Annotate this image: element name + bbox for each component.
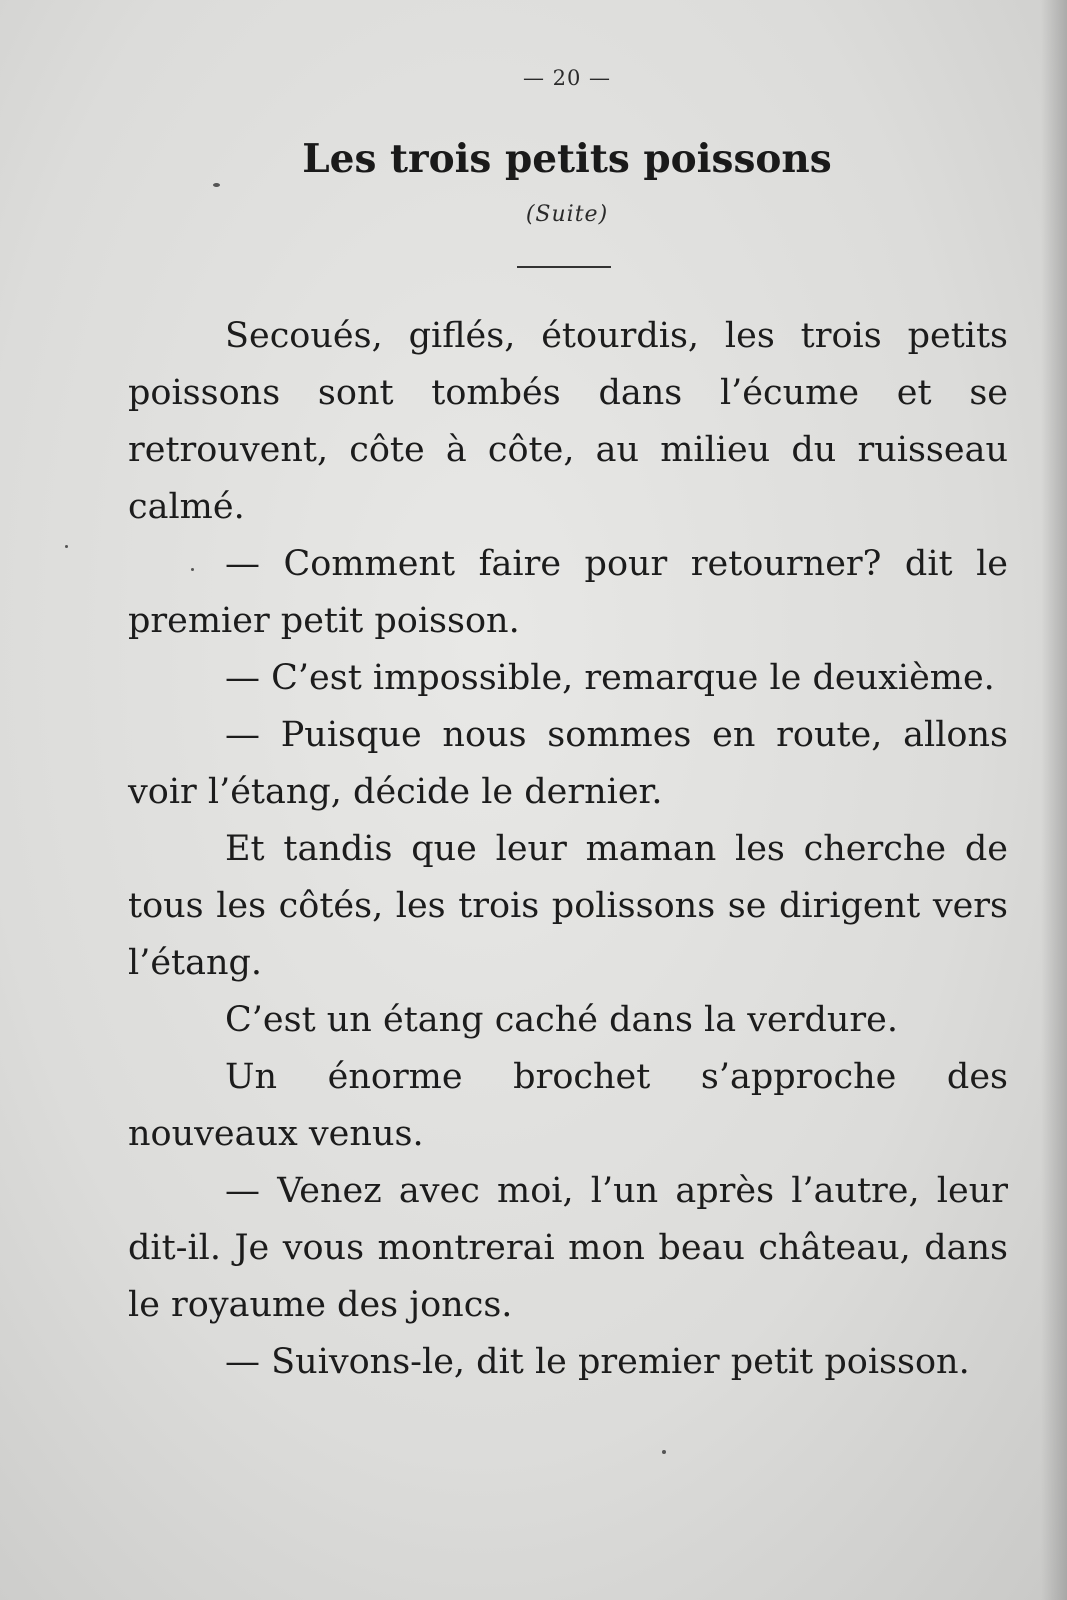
- chapter-subtitle: (Suite): [525, 202, 609, 227]
- paper-speck: [191, 568, 194, 571]
- title-divider: [517, 266, 611, 268]
- paragraph: C’est un étang caché dans la verdure.: [225, 1000, 898, 1040]
- paragraph: — Venez avec moi, l’un après l’autre, leur dit-il. Je vous montrerai mon beau château, dans le royaume des joncs.: [128, 1171, 1008, 1325]
- paper-speck: [65, 545, 68, 548]
- paragraph: — Suivons-le, dit le premier petit poisson.: [225, 1342, 970, 1382]
- paragraph: Un énorme brochet s’approche des nouveaux venus.: [128, 1057, 1008, 1154]
- paper-speck: [213, 183, 220, 187]
- paper-speck: [662, 1450, 666, 1454]
- body-text: [128, 308, 1008, 1391]
- paragraph: — Puisque nous sommes en route, allons voir l’étang, décide le dernier.: [128, 715, 1008, 812]
- paragraph: — Comment faire pour retourner? dit le premier petit poisson.: [128, 544, 1008, 641]
- page-number: — 20 —: [522, 66, 612, 90]
- chapter-title: Les trois petits poissons: [302, 136, 832, 182]
- page-edge-shadow: [1041, 0, 1067, 1600]
- paragraph: Et tandis que leur maman les cherche de tous les côtés, les trois polissons se dirigent vers l’étang.: [128, 829, 1008, 983]
- paragraph: — C’est impossible, remarque le deuxième.: [225, 658, 995, 698]
- paragraph: Secoués, giflés, étourdis, les trois petits poissons sont tombés dans l’écume et se retrouvent, côte à côte, au milieu du ruisseau calmé.: [128, 316, 1008, 527]
